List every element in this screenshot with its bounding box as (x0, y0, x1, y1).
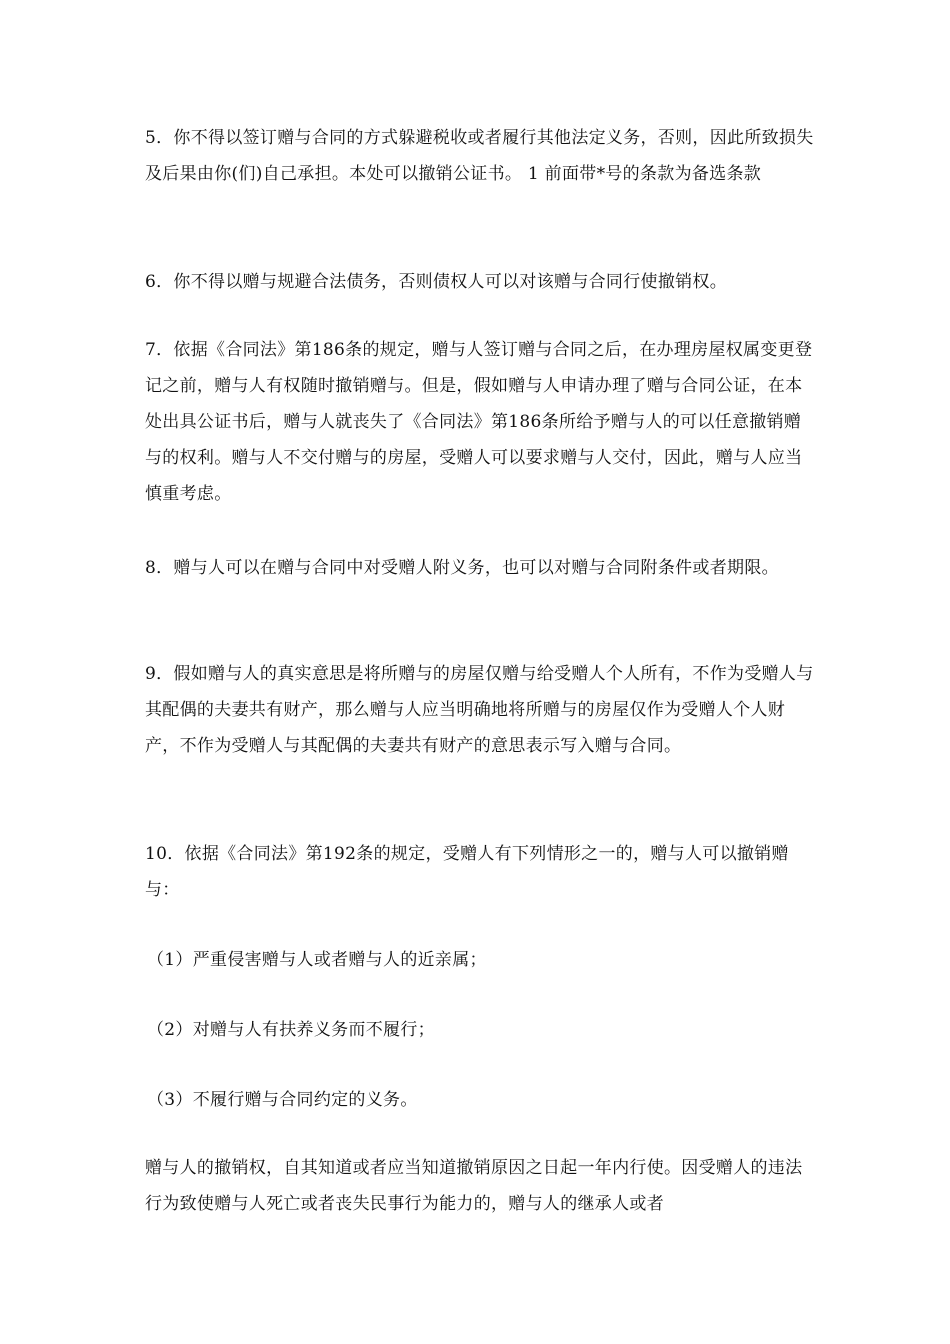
subclause-2: （2）对赠与人有扶养义务而不履行； (147, 1020, 435, 1040)
subclause-3: （3）不履行赠与合同约定的义务。 (147, 1090, 418, 1110)
subclause-1: （1）严重侵害赠与人或者赠与人的近亲属； (147, 950, 487, 970)
paragraph-item-8: 8．赠与人可以在赠与合同中对受赠人附义务，也可以对赠与合同附条件或者期限。 (145, 558, 779, 578)
paragraph-item-10: 10．依据《合同法》第192条的规定，受赠人有下列情形之一的，赠与人可以撤销赠与： (145, 844, 789, 900)
paragraph-item-7: 7．依据《合同法》第186条的规定，赠与人签订赠与合同之后，在办理房屋权属变更登记之前，赠与人有权随时撤销赠与。但是，假如赠与人申请办理了赠与合同公证，在本处出具公证书后，赠与人就丧失了《合同法》第186条所给予赠与人的可以任意撤销赠与的权利。赠与人不交付赠与的房屋，受赠人可以要求赠与人交付，因此，赠与人应当慎重考虑。 (145, 340, 813, 504)
paragraph-item-6: 6．你不得以赠与规避合法债务，否则债权人可以对该赠与合同行使撤销权。 (145, 272, 728, 292)
paragraph-item-5: 5．你不得以签订赠与合同的方式躲避税收或者履行其他法定义务，否则，因此所致损失及后果由你(们)自己承担。本处可以撤销公证书。 1 前面带*号的条款为备选条款 (145, 128, 814, 184)
paragraph-item-9: 9．假如赠与人的真实意思是将所赠与的房屋仅赠与给受赠人个人所有，不作为受赠人与其配偶的夫妻共有财产，那么赠与人应当明确地将所赠与的房屋仅作为受赠人个人财产，不作为受赠人与其配偶的夫妻共有财产的意思表示写入赠与合同。 (145, 664, 814, 756)
paragraph-revocation-right: 赠与人的撤销权，自其知道或者应当知道撤销原因之日起一年内行使。因受赠人的违法行为致使赠与人死亡或者丧失民事行为能力的，赠与人的继承人或者 (145, 1158, 803, 1214)
